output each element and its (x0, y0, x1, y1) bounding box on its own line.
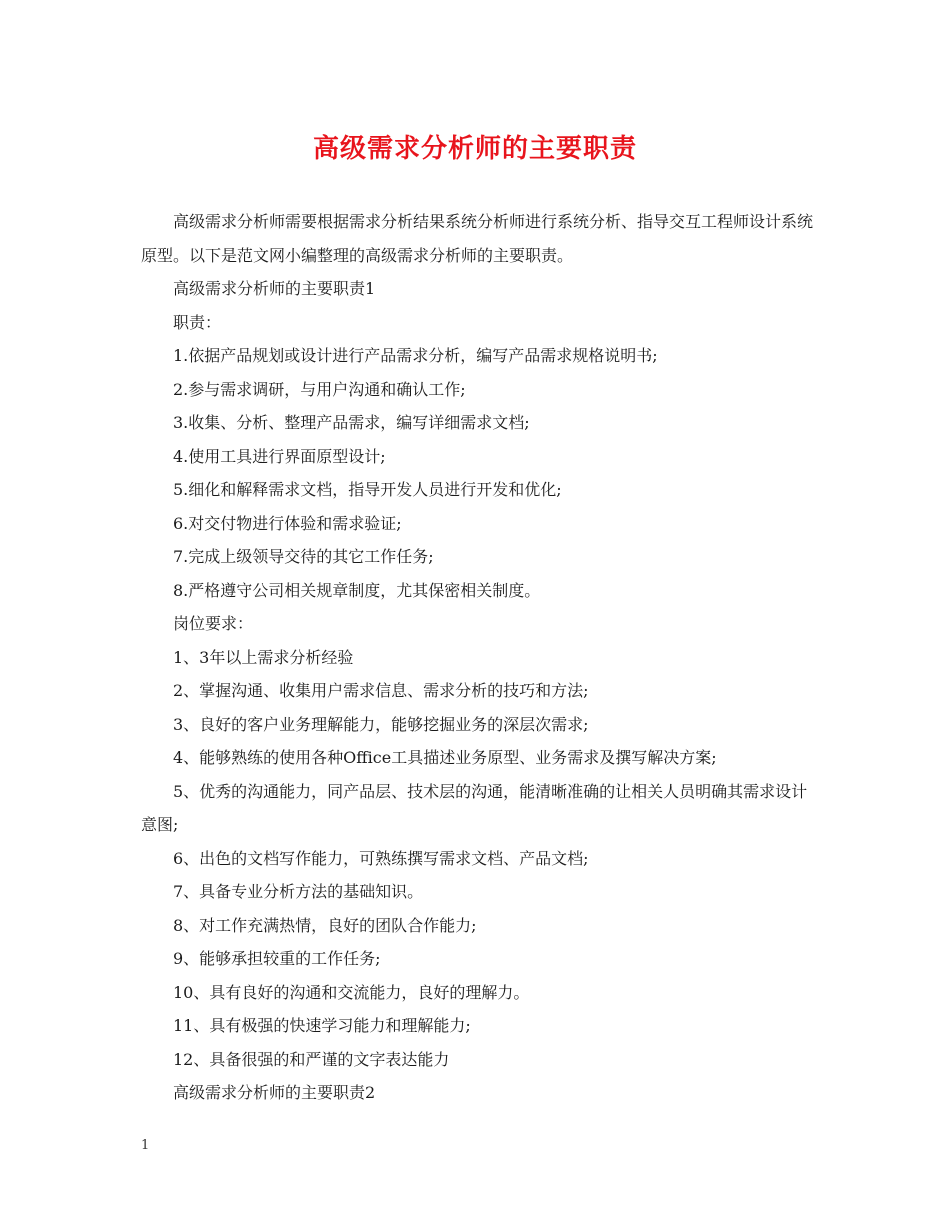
paragraph: 职责： (173, 312, 222, 332)
paragraph: 1.依据产品规划或设计进行产品需求分析，编写产品需求规格说明书; (173, 346, 658, 365)
paragraph: 7.完成上级领导交待的其它工作任务; (173, 547, 434, 566)
paragraph: 5、优秀的沟通能力，同产品层、技术层的沟通，能清晰准确的让相关人员明确其需求设计意图; (141, 781, 808, 834)
paragraph: 7、具备专业分析方法的基础知识。 (173, 882, 424, 901)
page-number: 1 (141, 1138, 150, 1153)
paragraph: 4、能够熟练的使用各种Office工具描述业务原型、业务需求及撰写解决方案; (173, 748, 717, 767)
document-title: 高级需求分析师的主要职责 (312, 134, 637, 164)
paragraph: 1、3年以上需求分析经验 (173, 647, 354, 667)
paragraph: 高级需求分析师的主要职责2 (173, 1083, 376, 1102)
paragraph: 10、具有良好的沟通和交流能力，良好的理解力。 (173, 982, 530, 1002)
paragraph: 岗位要求： (173, 614, 254, 633)
paragraph: 5.细化和解释需求文档，指导开发人员进行开发和优化; (173, 480, 562, 499)
paragraph: 2、掌握沟通、收集用户需求信息、需求分析的技巧和方法; (173, 681, 589, 700)
document-body (141, 205, 816, 1110)
paragraph: 高级需求分析师需要根据需求分析结果系统分析师进行系统分析、指导交互工程师设计系统原型。以下是范文网小编整理的高级需求分析师的主要职责。 (141, 212, 814, 265)
paragraph: 3、良好的客户业务理解能力，能够挖掘业务的深层次需求; (173, 714, 589, 734)
paragraph: 3.收集、分析、整理产品需求，编写详细需求文档; (173, 413, 530, 432)
paragraph: 11、具有极强的快速学习能力和理解能力; (173, 1016, 471, 1035)
paragraph: 12、具备很强的和严谨的文字表达能力 (173, 1049, 450, 1069)
paragraph: 4.使用工具进行界面原型设计; (173, 446, 386, 466)
paragraph: 6.对交付物进行体验和需求验证; (173, 513, 402, 533)
paragraph: 高级需求分析师的主要职责1 (173, 279, 376, 298)
paragraph: 8、对工作充满热情，良好的团队合作能力; (173, 915, 477, 935)
paragraph: 2.参与需求调研，与用户沟通和确认工作; (173, 379, 466, 399)
paragraph: 6、出色的文档写作能力，可熟练撰写需求文档、产品文档; (173, 848, 589, 868)
paragraph: 9、能够承担较重的工作任务; (173, 949, 381, 968)
paragraph: 8.严格遵守公司相关规章制度，尤其保密相关制度。 (173, 580, 541, 600)
